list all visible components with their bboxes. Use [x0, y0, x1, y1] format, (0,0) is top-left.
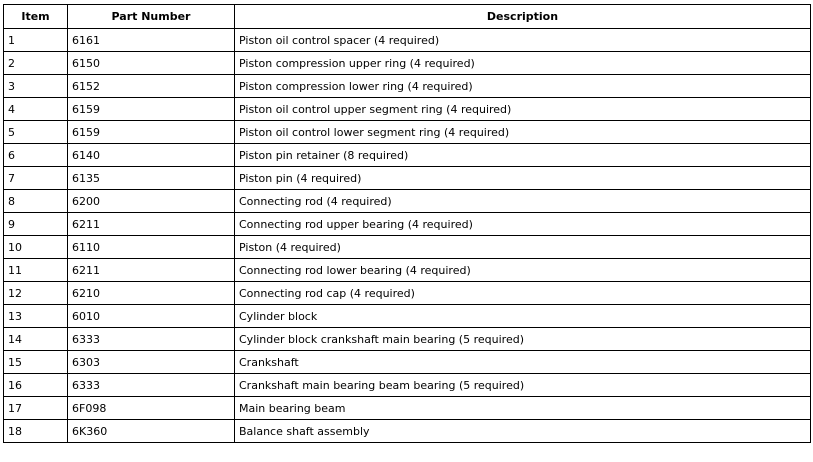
- description-cell: Piston compression upper ring (4 required): [235, 52, 811, 75]
- table-row: [4, 167, 811, 190]
- part-number-cell: 6159: [68, 121, 235, 144]
- item-cell: 9: [4, 213, 68, 236]
- item-cell: 7: [4, 167, 68, 190]
- part-number-cell: 6140: [68, 144, 235, 167]
- table-row: [4, 374, 811, 397]
- part-number-cell: 6K360: [68, 420, 235, 443]
- part-number-cell: 6211: [68, 213, 235, 236]
- description-cell: Connecting rod cap (4 required): [235, 282, 811, 305]
- header-item: Item: [4, 5, 68, 29]
- part-number-cell: 6010: [68, 305, 235, 328]
- part-number-cell: 6333: [68, 374, 235, 397]
- table-row: [4, 144, 811, 167]
- table-row: [4, 397, 811, 420]
- table-row: [4, 190, 811, 213]
- table-body: [4, 29, 811, 443]
- item-cell: 11: [4, 259, 68, 282]
- table-row: [4, 213, 811, 236]
- table-row: [4, 29, 811, 52]
- item-cell: 13: [4, 305, 68, 328]
- part-number-cell: 6333: [68, 328, 235, 351]
- table-row: [4, 282, 811, 305]
- part-number-cell: 6161: [68, 29, 235, 52]
- description-cell: Piston pin (4 required): [235, 167, 811, 190]
- description-cell: Piston oil control upper segment ring (4 required): [235, 98, 811, 121]
- table-row: [4, 259, 811, 282]
- item-cell: 18: [4, 420, 68, 443]
- part-number-cell: 6150: [68, 52, 235, 75]
- item-cell: 3: [4, 75, 68, 98]
- part-number-cell: 6F098: [68, 397, 235, 420]
- item-cell: 12: [4, 282, 68, 305]
- part-number-cell: 6152: [68, 75, 235, 98]
- table-row: [4, 75, 811, 98]
- description-cell: Cylinder block: [235, 305, 811, 328]
- description-cell: Crankshaft: [235, 351, 811, 374]
- table-row: [4, 351, 811, 374]
- table-row: [4, 236, 811, 259]
- table-row: [4, 98, 811, 121]
- description-cell: Main bearing beam: [235, 397, 811, 420]
- item-cell: 4: [4, 98, 68, 121]
- description-cell: Connecting rod (4 required): [235, 190, 811, 213]
- item-cell: 14: [4, 328, 68, 351]
- item-cell: 8: [4, 190, 68, 213]
- description-cell: Piston pin retainer (8 required): [235, 144, 811, 167]
- description-cell: Connecting rod lower bearing (4 required): [235, 259, 811, 282]
- description-cell: Piston oil control spacer (4 required): [235, 29, 811, 52]
- part-number-cell: 6159: [68, 98, 235, 121]
- description-cell: Piston compression lower ring (4 required): [235, 75, 811, 98]
- part-number-cell: 6135: [68, 167, 235, 190]
- item-cell: 1: [4, 29, 68, 52]
- description-cell: Cylinder block crankshaft main bearing (5 required): [235, 328, 811, 351]
- table-row: [4, 121, 811, 144]
- description-cell: Piston oil control lower segment ring (4 required): [235, 121, 811, 144]
- table-row: [4, 420, 811, 443]
- table-row: [4, 305, 811, 328]
- header-description: Description: [235, 5, 811, 29]
- header-row: [4, 5, 811, 29]
- part-number-cell: 6200: [68, 190, 235, 213]
- description-cell: Connecting rod upper bearing (4 required): [235, 213, 811, 236]
- item-cell: 5: [4, 121, 68, 144]
- item-cell: 15: [4, 351, 68, 374]
- table-row: [4, 52, 811, 75]
- part-number-cell: 6211: [68, 259, 235, 282]
- item-cell: 10: [4, 236, 68, 259]
- header-part-number: Part Number: [68, 5, 235, 29]
- table-row: [4, 328, 811, 351]
- part-number-cell: 6303: [68, 351, 235, 374]
- description-cell: Crankshaft main bearing beam bearing (5 required): [235, 374, 811, 397]
- description-cell: Piston (4 required): [235, 236, 811, 259]
- description-cell: Balance shaft assembly: [235, 420, 811, 443]
- item-cell: 6: [4, 144, 68, 167]
- parts-table: [3, 4, 811, 443]
- item-cell: 2: [4, 52, 68, 75]
- part-number-cell: 6110: [68, 236, 235, 259]
- item-cell: 17: [4, 397, 68, 420]
- part-number-cell: 6210: [68, 282, 235, 305]
- item-cell: 16: [4, 374, 68, 397]
